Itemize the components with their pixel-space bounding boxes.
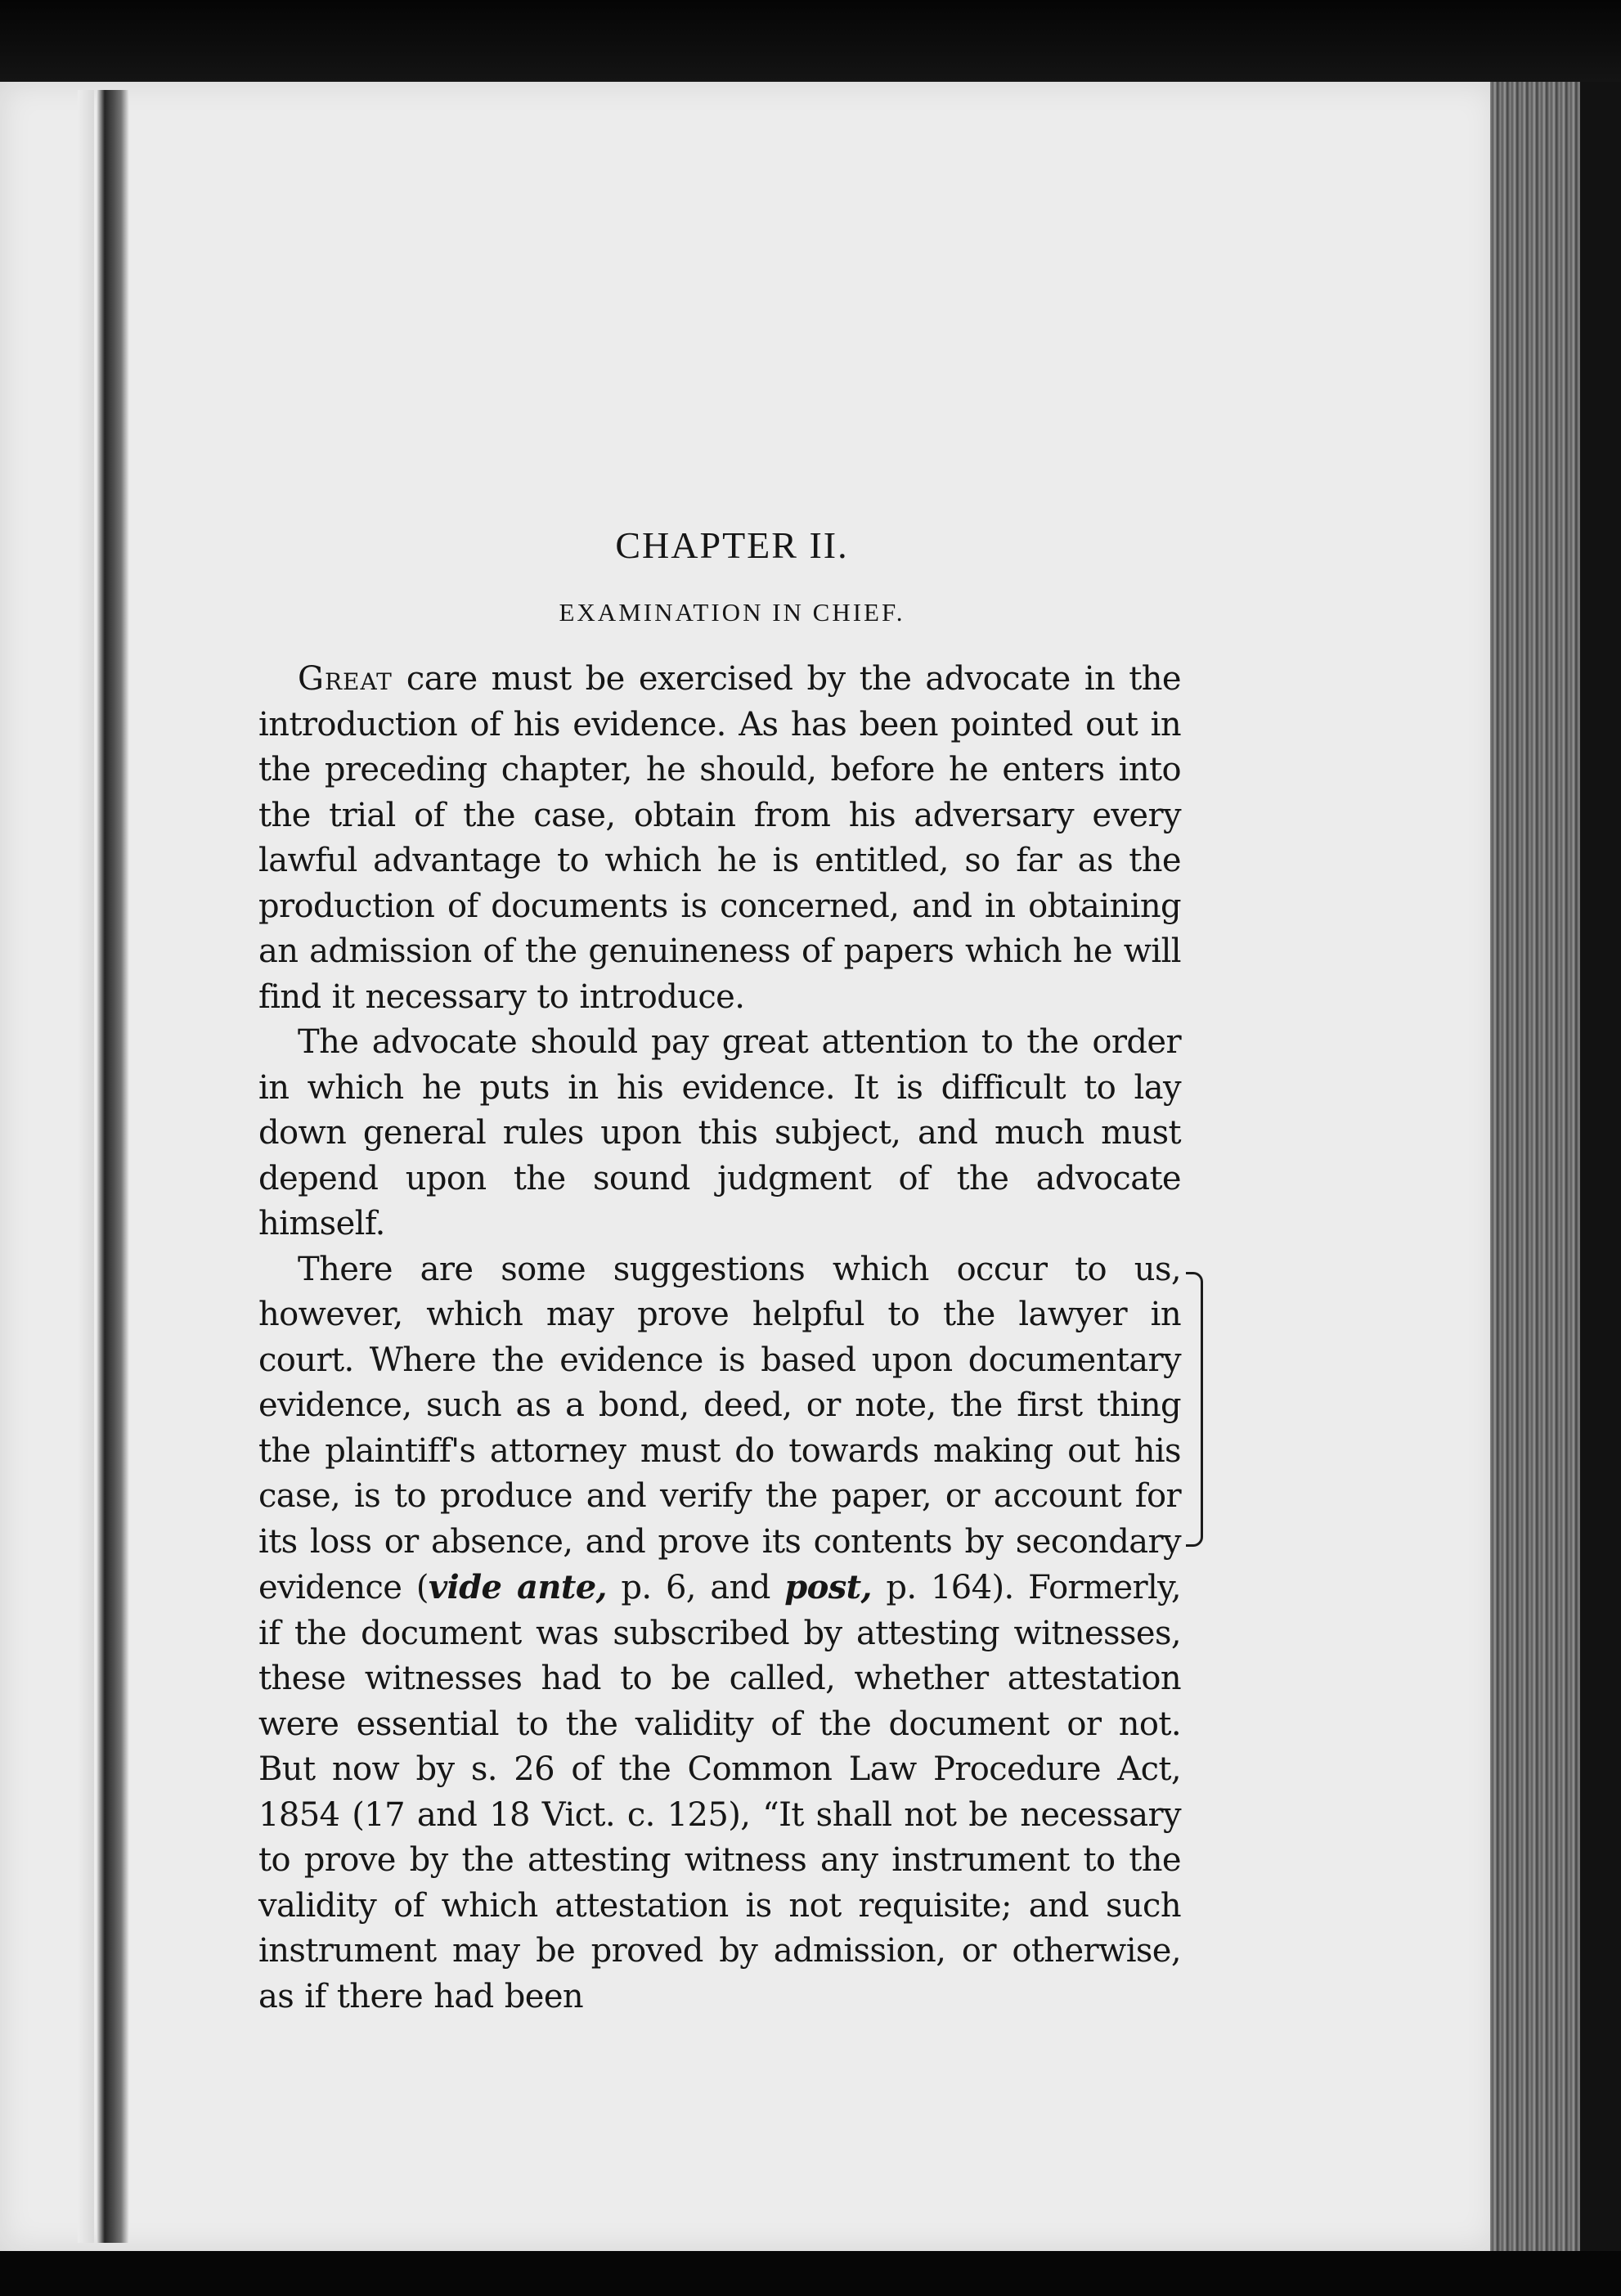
section-heading: EXAMINATION IN CHIEF. (559, 598, 905, 627)
paragraph-2: The advocate should pay great attention to the order in which he puts in his evidence. It is difficult to lay down general rules upon this subject, and much must depend upon the sound judgment of the advocate himself. (258, 1023, 1181, 1242)
page-text (258, 523, 1181, 2020)
paragraph-1 (258, 657, 1181, 1020)
margin-bracket-mark (1186, 1272, 1203, 1547)
scan-bottom-border (0, 2251, 1621, 2296)
paragraph-3-text-a: There are some suggestions which occur to us, however, which may prove helpful to the lawyer in court. Where the evidence is based upon documentary evidence, such as a bond, deed, or note, the first thing the plaintiff's attorney must do towards making out his case, is to produce and verify the paper, or account for its loss or absence, and prove its contents by secondary evidence ( (258, 1250, 1181, 1606)
binding-edge (97, 90, 129, 2243)
scan-top-border (0, 0, 1621, 82)
gutter-shadow (78, 90, 94, 2243)
paragraph-1-text: care must be exercised by the advocate in the introduction of his evidence. As has been pointed out in the preceding chapter, he should, before he enters into the trial of the case, obtain from his adversary every lawful advantage to which he is entitled, so far as the production of documents is concerned, and in obtaining an admission of the genuineness of papers which he will find it necessary to introduce. (258, 660, 1181, 1016)
paragraph-3-text-c: p. 164). Formerly, if the document was subscribed by attesting witnesses, these witnesses had to be called, whether attestation were essential to the validity of the document or not. But now by s. 26 of the Common Law Procedure Act, 1854 (17 and 18 Vict. c. 125), “It shall not be necessary to prove by the attesting witness any instrument to the validity of which attestation is not requisite; and such instrument may be proved by admission, or otherwise, as if there had been (258, 1569, 1181, 2015)
chapter-heading: CHAPTER II. (615, 524, 849, 566)
scan-right-border (1580, 82, 1621, 2251)
vide-ante-reference: vide ante, (428, 1568, 607, 1606)
post-reference: post, (784, 1568, 872, 1606)
paragraph-3 (258, 1247, 1181, 2020)
paragraph-lead-word: Great (298, 660, 393, 698)
paragraph-3-text-b: p. 6, and (606, 1569, 785, 1606)
page-fore-edge (1490, 82, 1580, 2251)
